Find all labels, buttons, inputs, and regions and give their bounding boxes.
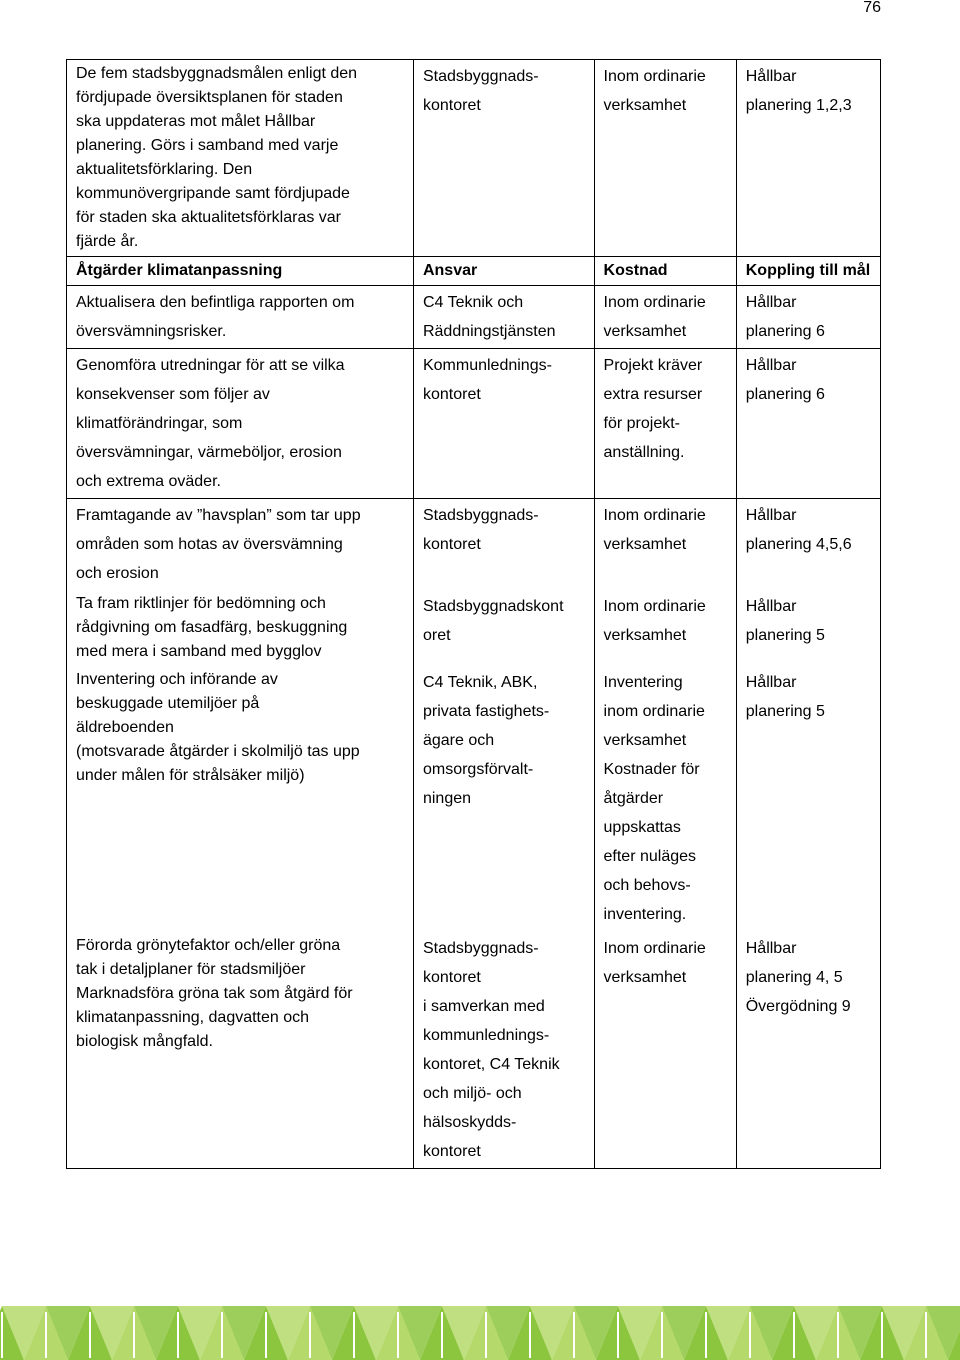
cost-cell: Inom ordinarie verksamhet [594,286,736,349]
cost-cell: Inom ordinarie verksamhet [594,499,736,591]
footer-leaf-pattern [0,1302,960,1360]
action-cell: Förorda grönytefaktor och/eller gröna tak i detaljplaner för stadsmiljöer Marknadsföra gröna tak som åtgärd för klimatanpassning, dagvatten och biologisk mångfald. [67,932,414,1169]
table-row [67,286,881,349]
header-cost: Kostnad [594,257,736,286]
climate-adaptation-table [66,59,881,1169]
goal-cell: Hållbar planering 4, 5 Övergödning 9 [736,932,880,1169]
cost-cell: Projekt kräver extra resurser för projekt- anställning. [594,349,736,499]
table-row [67,499,881,591]
header-goal: Koppling till mål [736,257,880,286]
table-header-row [67,257,881,286]
action-cell: Framtagande av ”havsplan” som tar upp områden som hotas av översvämning och erosion [67,499,414,591]
goal-cell: Hållbar planering 1,2,3 [736,60,880,257]
goal-cell: Hållbar planering 4,5,6 [736,499,880,591]
cost-cell: Inom ordinarie verksamhet [594,932,736,1169]
action-cell: Genomföra utredningar för att se vilka konsekvenser som följer av klimatförändringar, som översvämningar, värmeböljor, erosion och extrema oväder. [67,349,414,499]
cost-cell: Inom ordinarie verksamhet [594,60,736,257]
table-row [67,666,881,932]
cost-cell: Inventering inom ordinarie verksamhet Kostnader för åtgärder uppskattas efter nuläges och behovs- inventering. [594,666,736,932]
header-actions: Åtgärder klimatanpassning [67,257,414,286]
action-cell: Aktualisera den befintliga rapporten om översvämningsrisker. [67,286,414,349]
responsible-cell: Stadsbyggnads- kontoret [413,499,594,591]
table-row [67,60,881,257]
action-cell: Inventering och införande av beskuggade utemiljöer på äldreboenden (motsvarade åtgärder i skolmiljö tas upp under målen för strålsäker miljö) [67,666,414,932]
page-number: 76 [863,0,881,16]
goal-cell: Hållbar planering 5 [736,590,880,666]
header-responsible: Ansvar [413,257,594,286]
action-cell: De fem stadsbyggnadsmålen enligt den fördjupade översiktsplanen för staden ska uppdateras mot målet Hållbar planering. Görs i samband med varje aktualitetsförklaring. Den kommunövergripande samt fördjupade för staden ska aktualitetsförklaras var fjärde år. [67,60,414,257]
goal-cell: Hållbar planering 6 [736,286,880,349]
table-row [67,590,881,666]
responsible-cell: Kommunlednings- kontoret [413,349,594,499]
responsible-cell: Stadsbyggnads- kontoret [413,60,594,257]
responsible-cell: Stadsbyggnadskont oret [413,590,594,666]
responsible-cell: C4 Teknik och Räddningstjänsten [413,286,594,349]
cost-cell: Inom ordinarie verksamhet [594,590,736,666]
responsible-cell: C4 Teknik, ABK, privata fastighets- ägare och omsorgsförvalt- ningen [413,666,594,932]
table-row [67,932,881,1169]
table-row [67,349,881,499]
goal-cell: Hållbar planering 5 [736,666,880,932]
action-cell: Ta fram riktlinjer för bedömning och rådgivning om fasadfärg, beskuggning med mera i samband med bygglov [67,590,414,666]
responsible-cell: Stadsbyggnads- kontoret i samverkan med kommunlednings- kontoret, C4 Teknik och miljö- och hälsoskydds- kontoret [413,932,594,1169]
goal-cell: Hållbar planering 6 [736,349,880,499]
